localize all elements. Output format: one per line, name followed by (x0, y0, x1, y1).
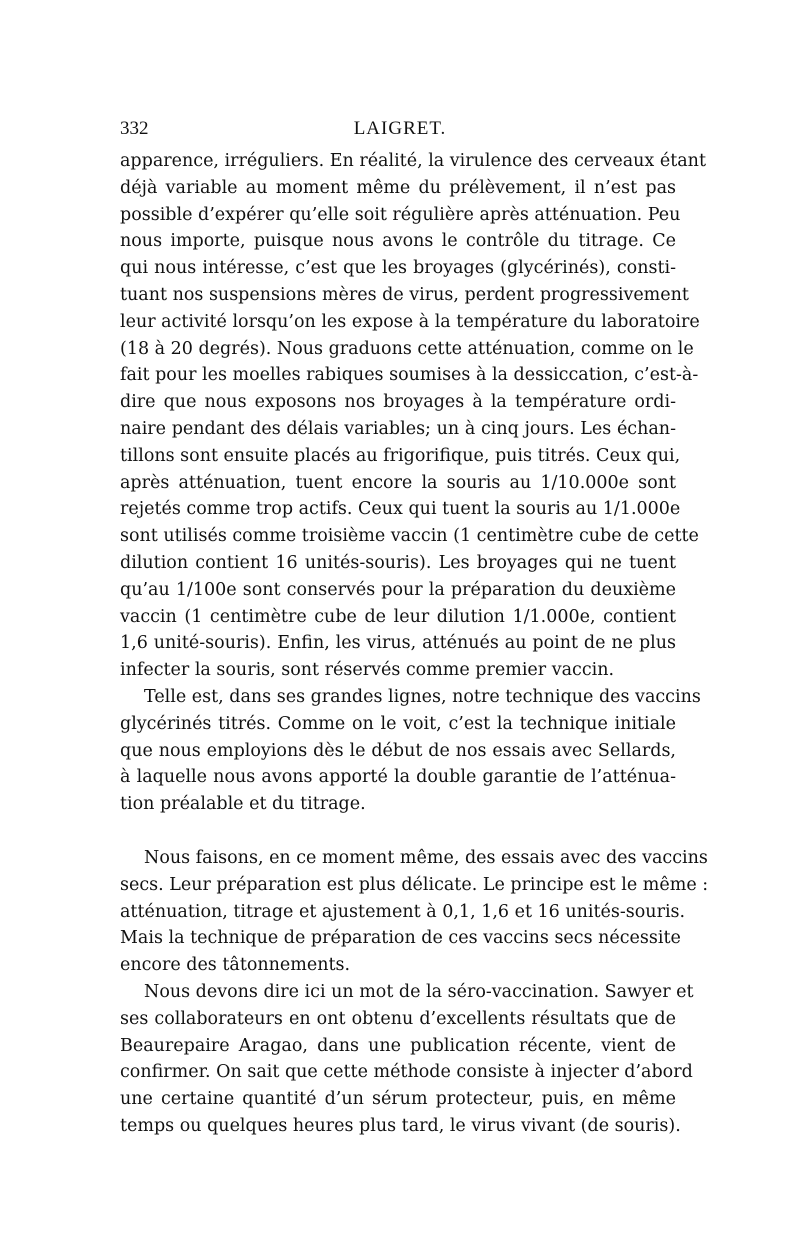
text-line: Beaurepaire Aragao, dans une publication récente, vient de (120, 1035, 676, 1056)
text-line: dilution contient 16 unités-souris). Les broyages qui ne tuent (120, 552, 676, 573)
body-text (120, 148, 709, 1140)
text-line: vaccin (1 centimètre cube de leur dilution 1/1.000e, contient (120, 606, 676, 627)
text-line: une certaine quantité d’un sérum protecteur, puis, en même (120, 1089, 676, 1110)
text-line: fait pour les moelles rabiques soumises à la dessiccation, c’est-à- (120, 365, 699, 386)
text-line: à laquelle nous avons apporté la double garantie de l’atténua- (120, 767, 676, 788)
text-line: déjà variable au moment même du prélèvement, il n’est pas (120, 177, 676, 198)
text-line: ses collaborateurs en ont obtenu d’excellents résultats que de (120, 1008, 676, 1029)
text-line: secs. Leur préparation est plus délicate. Le principe est le même : (120, 874, 709, 895)
text-line: tillons sont ensuite placés au frigorifique, puis titrés. Ceux qui, (120, 445, 681, 466)
page-number: 332 (120, 118, 149, 139)
text-line: sont utilisés comme troisième vaccin (1 centimètre cube de cette (120, 526, 699, 547)
text-line: rejetés comme trop actifs. Ceux qui tuent la souris au 1/1.000e (120, 499, 681, 520)
text-line: Nous devons dire ici un mot de la séro-vaccination. Sawyer et (144, 981, 694, 1002)
text-line: 1,6 unité-souris). Enfin, les virus, atténués au point de ne plus (120, 633, 676, 654)
text-line: infecter la souris, sont réservés comme premier vaccin. (120, 660, 615, 681)
text-line: possible d’expérer qu’elle soit régulière après atténuation. Peu (120, 204, 681, 225)
text-line: encore des tâtonnements. (120, 955, 351, 976)
text-line: glycérinés titrés. Comme on le voit, c’est la technique initiale (120, 713, 676, 734)
text-line: Mais la technique de préparation de ces vaccins secs nécessite (120, 928, 681, 949)
text-line: nous importe, puisque nous avons le contrôle du titrage. Ce (120, 231, 676, 252)
section-gap (120, 818, 676, 845)
running-head (120, 118, 680, 144)
paragraph-4 (120, 979, 694, 1140)
text-line: (18 à 20 degrés). Nous graduons cette atténuation, comme on le (120, 338, 694, 359)
paragraph-2 (120, 684, 701, 818)
text-line: dire que nous exposons nos broyages à la température ordi- (120, 392, 676, 413)
text-line: temps ou quelques heures plus tard, le virus vivant (de souris). (120, 1115, 681, 1136)
text-line: leur activité lorsqu’on les expose à la température du laboratoire (120, 311, 700, 332)
text-line: Telle est, dans ses grandes lignes, notre technique des vaccins (144, 686, 701, 707)
running-title: LAIGRET. (353, 118, 447, 139)
text-line: tion préalable et du titrage. (120, 794, 366, 815)
text-line: tuant nos suspensions mères de virus, perdent progressivement (120, 284, 689, 305)
text-line: naire pendant des délais variables; un à cinq jours. Les échan- (120, 418, 676, 439)
text-line: confirmer. On sait que cette méthode consiste à injecter d’abord (120, 1062, 693, 1083)
text-line: apparence, irréguliers. En réalité, la virulence des cerveaux étant (120, 151, 706, 171)
text-line: que nous employions dès le début de nos essais avec Sellards, (120, 740, 676, 761)
text-line: Nous faisons, en ce moment même, des essais avec des vaccins (144, 847, 708, 868)
paragraph-3 (120, 845, 709, 979)
text-line: qui nous intéresse, c’est que les broyages (glycérinés), consti- (120, 258, 676, 279)
text-line: qu’au 1/100e sont conservés pour la préparation du deuxième (120, 579, 676, 600)
text-line: après atténuation, tuent encore la souris au 1/10.000e sont (120, 472, 676, 493)
text-line: atténuation, titrage et ajustement à 0,1, 1,6 et 16 unités-souris. (120, 901, 686, 922)
paragraph-1 (120, 148, 706, 684)
